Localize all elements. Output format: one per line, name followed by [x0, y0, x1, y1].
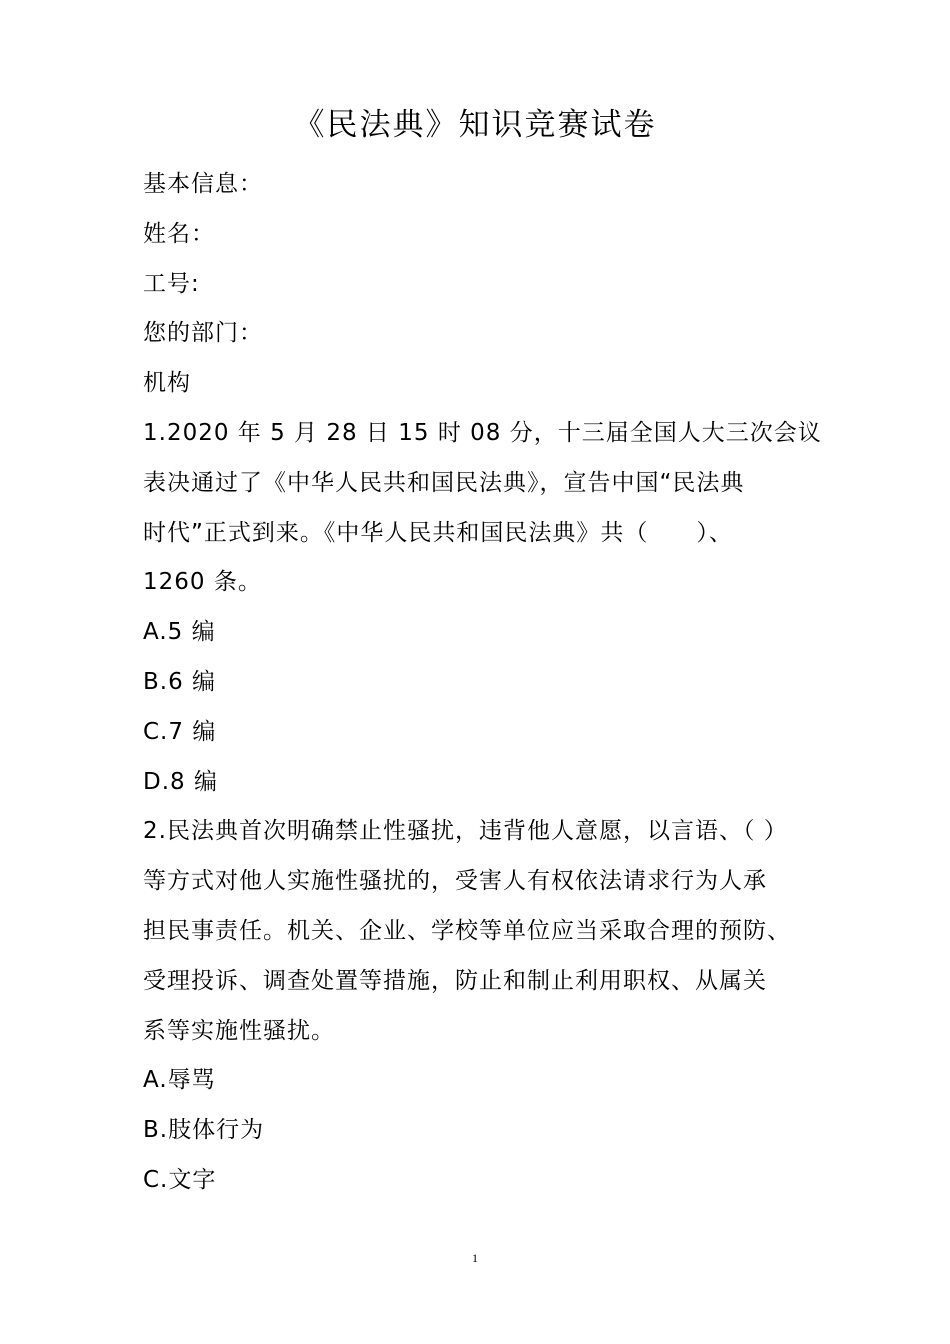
question-text-line: 表决通过了《中华人民共和国民法典》，宣告中国“民法典 — [143, 469, 745, 496]
question-text-line: 1260 条。 — [143, 569, 262, 596]
option-b: B.6 编 — [143, 668, 217, 695]
question-text-line: 2.民法典首次明确禁止性骚扰，违背他人意愿，以言语、（ ） — [143, 818, 788, 845]
option-b: B.肢体行为 — [143, 1117, 265, 1144]
page-number: 1 — [472, 1251, 478, 1265]
question-2 — [143, 807, 813, 1205]
document-body — [143, 160, 822, 1206]
employee-id-label: 工号: — [143, 270, 200, 297]
option-c: C.7 编 — [143, 718, 217, 745]
question-text-line: 受理投诉、调查处置等措施，防止和制止利用职权、从属关 — [143, 967, 767, 994]
question-text-line: 担民事责任。机关、企业、学校等单位应当采取合理的预防、 — [143, 917, 791, 944]
department-label: 您的部门： — [143, 320, 263, 347]
name-label: 姓名： — [143, 220, 215, 247]
department-value: 机构 — [143, 370, 191, 397]
question-text-line: 系等实施性骚扰。 — [143, 1017, 335, 1044]
option-a: A.辱骂 — [143, 1067, 216, 1094]
question-text-line: 1.2020 年 5 月 28 日 15 时 08 分，十三届全国人大三次会议 — [143, 419, 822, 446]
document-title: 《民法典》知识竞赛试卷 — [293, 107, 657, 143]
option-d: D.8 编 — [143, 768, 218, 795]
info-heading: 基本信息： — [143, 171, 263, 197]
question-text-line: 等方式对他人实施性骚扰的，受害人有权依法请求行为人承 — [143, 868, 767, 895]
option-a: A.5 编 — [143, 619, 216, 646]
question-1 — [143, 409, 822, 807]
option-c: C.文字 — [143, 1166, 217, 1193]
question-text-line: 时代”正式到来。《中华人民共和国民法典》共（ ）、 — [143, 519, 733, 546]
